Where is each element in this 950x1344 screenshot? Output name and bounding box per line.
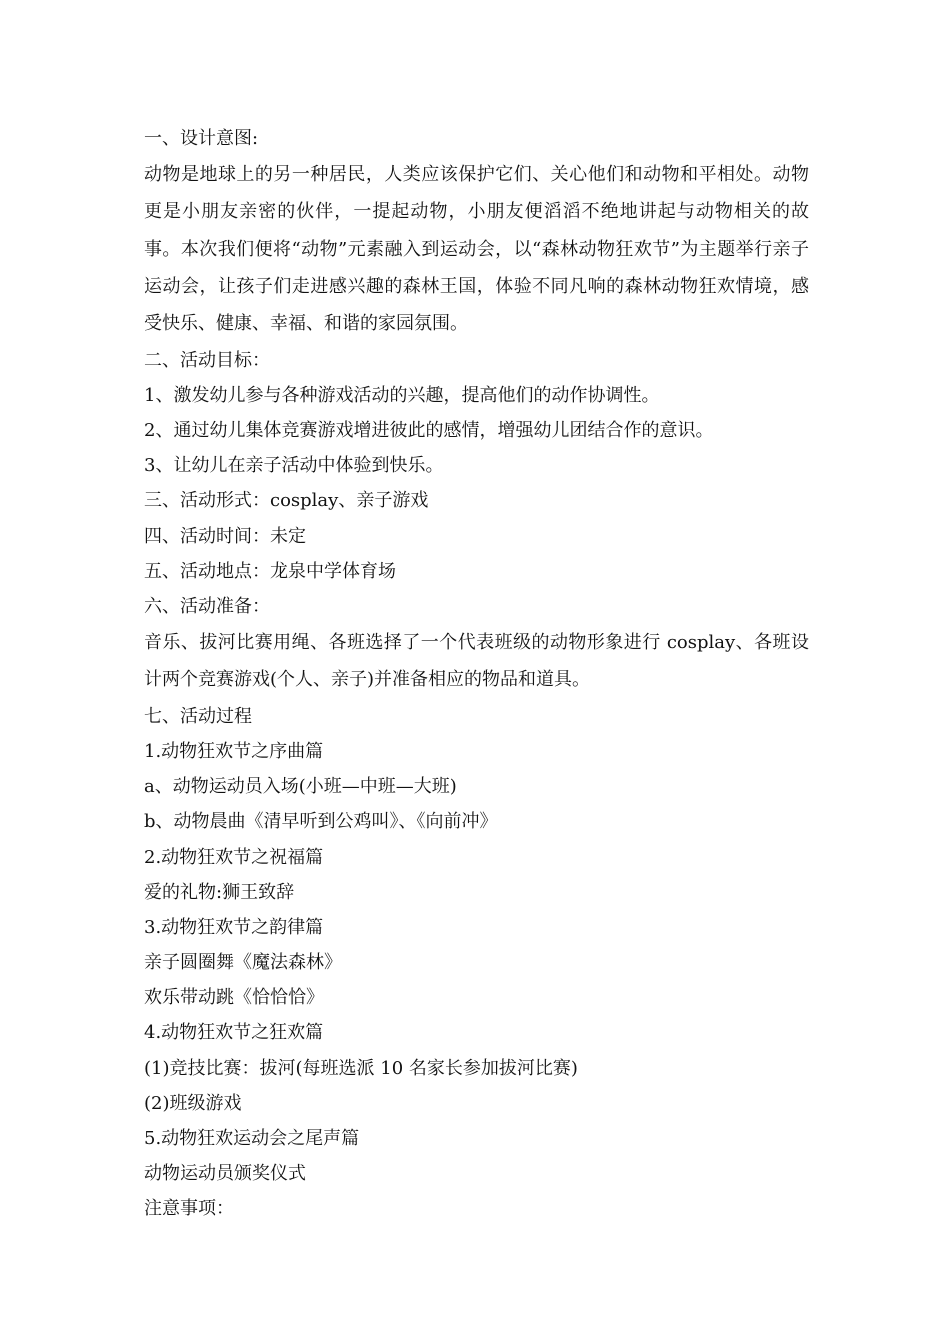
paragraph-activity-prep: 音乐、拔河比赛用绳、各班选择了一个代表班级的动物形象进行 cosplay、各班设计两个竞赛游戏(个人、亲子)并准备相应的物品和道具。 <box>144 632 809 691</box>
document-body <box>144 121 809 1227</box>
heading-design-intent: 一、设计意图: <box>144 128 259 149</box>
paragraph-design-intent: 动物是地球上的另一种居民，人类应该保护它们、关心他们和动物和平相处。动物更是小朋友亲密的伙伴，一提起动物，小朋友便滔滔不绝地讲起与动物相关的故事。本次我们便将“动物”元素融入到运动会，以“森林动物狂欢节”为主题举行亲子运动会，让孩子们走进感兴趣的森林王国，体验不同凡响的森林动物狂欢情境，感受快乐、健康、幸福、和谐的家园氛围。 <box>144 164 809 335</box>
heading-notes: 注意事项： <box>144 1198 234 1220</box>
section-1-title: 1.动物狂欢节之序曲篇 <box>144 740 324 762</box>
section-4-title: 4.动物狂欢节之狂欢篇 <box>144 1022 324 1044</box>
section-1-item-b: b、动物晨曲《清早听到公鸡叫》、《向前冲》 <box>144 811 498 833</box>
goal-item-1: 1、激发幼儿参与各种游戏活动的兴趣，提高他们的动作协调性。 <box>144 384 660 406</box>
section-2-title: 2.动物狂欢节之祝福篇 <box>144 846 324 868</box>
section-3-item-a: 亲子圆圈舞《魔法森林》 <box>144 952 342 974</box>
heading-activity-process: 七、活动过程 <box>144 705 252 727</box>
section-3-title: 3.动物狂欢节之韵律篇 <box>144 916 324 938</box>
goal-item-2: 2、通过幼儿集体竞赛游戏增进彼此的感情，增强幼儿团结合作的意识。 <box>144 420 714 442</box>
section-3-item-b: 欢乐带动跳《恰恰恰》 <box>144 987 324 1009</box>
heading-activity-prep: 六、活动准备： <box>144 595 270 617</box>
activity-time: 四、活动时间：未定 <box>144 525 306 547</box>
section-1-item-a: a、动物运动员入场(小班—中班—大班) <box>144 776 457 798</box>
section-4-item-1: (1)竞技比赛：拔河(每班选派 10 名家长参加拔河比赛) <box>144 1057 578 1079</box>
section-5-title: 5.动物狂欢运动会之尾声篇 <box>144 1128 360 1150</box>
activity-form: 三、活动形式：cosplay、亲子游戏 <box>144 490 429 512</box>
goal-item-3: 3、让幼儿在亲子活动中体验到快乐。 <box>144 455 444 477</box>
section-5-item: 动物运动员颁奖仪式 <box>144 1163 306 1185</box>
section-2-item: 爱的礼物:狮王致辞 <box>144 881 295 903</box>
activity-place: 五、活动地点：龙泉中学体育场 <box>144 560 396 582</box>
section-4-item-2: (2)班级游戏 <box>144 1092 242 1114</box>
heading-activity-goals: 二、活动目标： <box>144 349 270 371</box>
